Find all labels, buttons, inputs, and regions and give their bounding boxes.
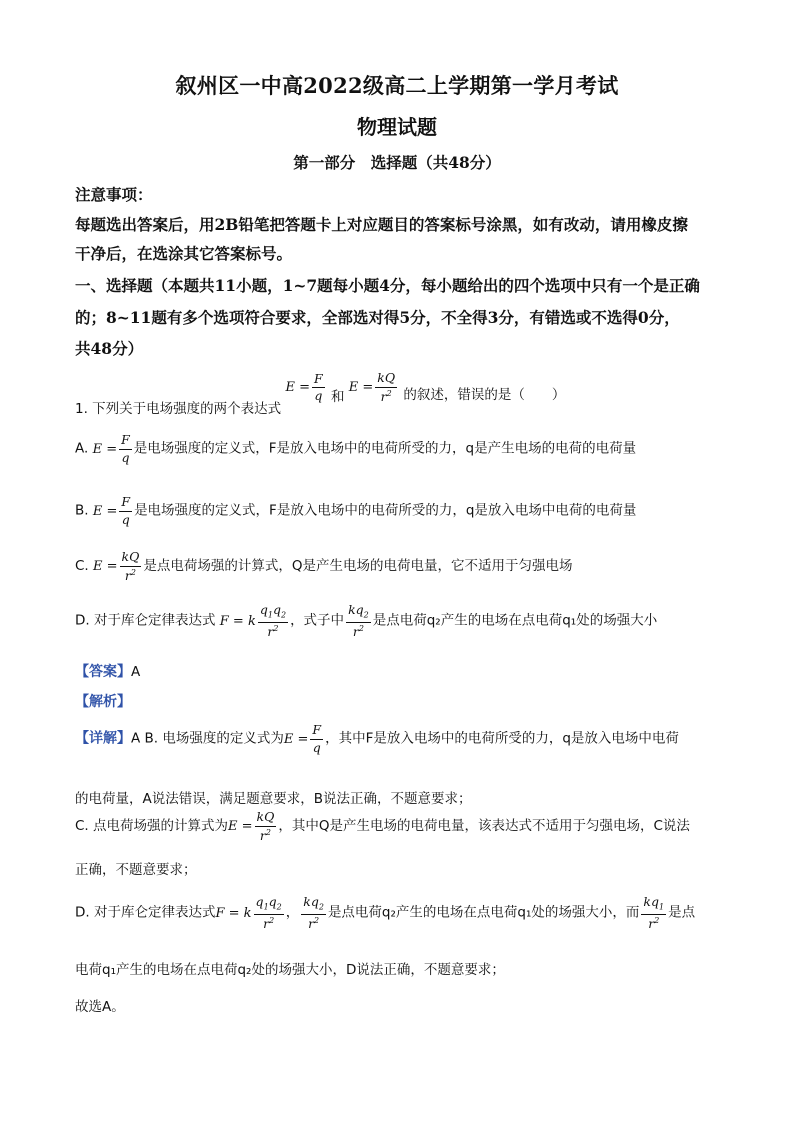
option-c-label: C. — [75, 558, 89, 575]
detail-tag: 【详解】 — [75, 730, 131, 747]
option-d-post: 是点电荷q₂产生的电场在点电荷q₁处的场强大小 — [372, 612, 658, 629]
detail-formula-e-kq-r2: E = $\frac{kQ}{r^2}$ — [228, 809, 275, 843]
analysis-row — [75, 691, 131, 711]
notice-line-1: 每题选出答案后，用2B铅笔把答题卡上对应题目的答案标号涂黑，如有改动，请用橡皮擦 — [75, 215, 688, 234]
answer-tag: 【答案】 — [75, 664, 131, 680]
answer-row — [75, 661, 140, 681]
exam-title: 叙州区一中高2022级高二上学期第一学月考试 — [175, 73, 619, 98]
section-heading: 第一部分 选择题（共48分） — [293, 153, 501, 172]
notice-heading: 注意事项： — [75, 185, 153, 204]
detail-line-1b: ，其中F是放入电场中的电荷所受的力，q是放入电场中电荷 — [325, 730, 679, 747]
detail-field-q1-formula: $\frac{kq_1}{r^2}$ — [643, 894, 665, 931]
option-a-text: 是电场强度的定义式，F是放入电场中的电荷所受的力，q是产生电场的电荷的电荷量 — [133, 440, 637, 457]
detail-line-6: 电荷q₁产生的电场在点电荷q₂处的场强大小，D说法正确，不题意要求； — [75, 962, 505, 978]
option-a[interactable] — [75, 434, 636, 464]
option-b-text: 是电场强度的定义式，F是放入电场中的电荷所受的力，q是放入电场中电荷的电荷量 — [134, 502, 637, 519]
formula-e-kq-over-r2: E = $\frac{kQ}{r^2}$ — [348, 370, 396, 404]
detail-line-3b: ，其中Q是产生电场的电荷电量，该表达式不适用于匀强电场，C说法 — [278, 818, 690, 835]
detail-line-5d: 是点 — [668, 904, 696, 921]
option-d-label: D. — [75, 612, 90, 629]
question-1-suffix: 的叙述，错误的是（ ） — [403, 387, 566, 404]
analysis-tag: 【解析】 — [75, 694, 131, 710]
detail-line-5c: 是点电荷q₂产生的电场在点电荷q₁处的场强大小，而 — [327, 904, 640, 921]
option-c[interactable] — [75, 551, 573, 582]
answer-value: A — [131, 664, 141, 680]
detail-line-4: 正确，不题意要求； — [75, 862, 197, 878]
option-d-field-formula: $\frac{kq_2}{r^2}$ — [348, 602, 369, 639]
detail-coulomb-formula: F = k $\frac{q_1q_2}{r^2}$ — [215, 894, 282, 931]
detail-line-5b: ， — [285, 904, 300, 921]
option-d-mid: ，式子中 — [290, 612, 345, 629]
option-d-pre: 对于库仑定律表达式 — [93, 612, 216, 629]
question-1-joiner: 和 — [330, 389, 345, 406]
instruction-line-1: 一、选择题（本题共11小题，1~7题每小题4分，每小题给出的四个选项中只有一个是正确 — [75, 276, 700, 295]
notice-line-2: 干净后，在选涂其它答案标号。 — [75, 244, 293, 263]
question-1 — [75, 370, 566, 418]
question-1-prefix: 1. 下列关于电场强度的两个表达式 — [75, 401, 282, 418]
option-c-formula: E = $\frac{kQ}{r^2}$ — [93, 549, 140, 583]
option-d[interactable] — [75, 604, 657, 638]
option-b-label: B. — [75, 502, 89, 519]
subject-title: 物理试题 — [357, 115, 437, 139]
instruction-line-3: 共48分） — [75, 339, 144, 358]
detail-line-1a: A B. 电场强度的定义式为 — [131, 730, 284, 747]
option-d-coulomb-formula: F = k $\frac{q_1q_2}{r^2}$ — [219, 602, 287, 639]
detail-line-7: 故选A。 — [75, 999, 125, 1015]
detail-field-q2-formula: $\frac{kq_2}{r^2}$ — [303, 894, 324, 931]
detail-line-1 — [75, 724, 679, 754]
option-a-formula: E = $\frac{F}{q}$ — [92, 432, 130, 465]
option-c-text: 是点电荷场强的计算式，Q是产生电场的电荷电量，它不适用于匀强电场 — [143, 558, 573, 575]
detail-line-2: 的电荷量，A说法错误，满足题意要求，B说法正确，不题意要求； — [75, 791, 472, 807]
detail-line-3a: C. 点电荷场强的计算式为 — [75, 818, 229, 835]
option-a-label: A. — [75, 440, 89, 457]
option-b-formula: E = $\frac{F}{q}$ — [92, 494, 131, 527]
instruction-line-2: 的；8~11题有多个选项符合要求，全部选对得5分，不全得3分，有错选或不选得0分， — [75, 308, 680, 327]
detail-line-3 — [75, 811, 690, 842]
detail-line-5a: D. 对于库仑定律表达式 — [75, 904, 216, 921]
formula-e-f-over-q: E = $\frac{F}{q}$ — [285, 370, 323, 404]
option-b[interactable] — [75, 496, 636, 526]
detail-formula-e-f-q: E = $\frac{F}{q}$ — [283, 722, 322, 755]
detail-line-5 — [75, 896, 695, 930]
